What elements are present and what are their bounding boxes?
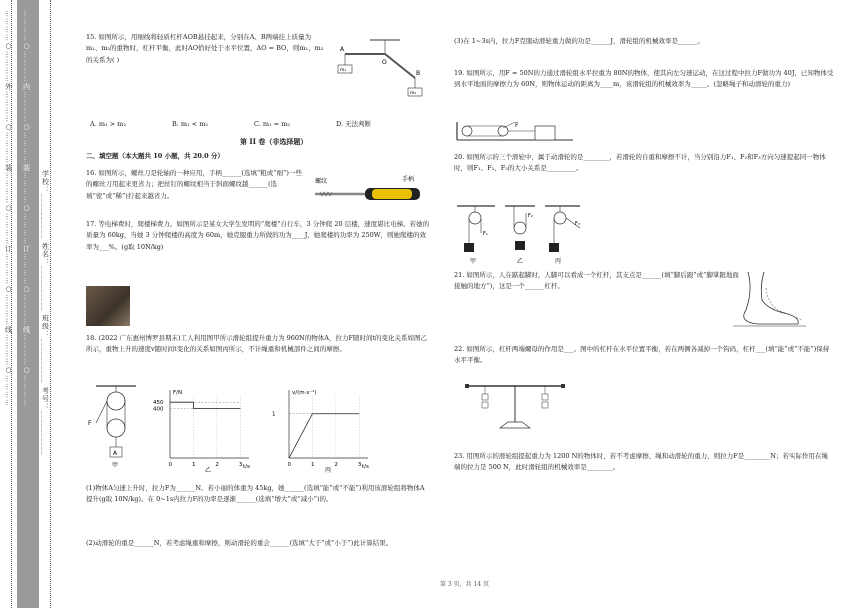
pulley-jia-label-a: A bbox=[113, 450, 118, 457]
force-chart-x-tick-0: 0 bbox=[168, 462, 172, 468]
question-23-text: 23. 用图所示的滑轮组提起重力为 1200 N的物体时，若不考虑摩擦、绳和动滑轮的重力，则拉力F是________N；若实际作用在绳端的拉力是 500 N，此时滑轮组的机械效率是________。 bbox=[454, 452, 828, 472]
binding-student-fields: 学校：__________ 姓名：__________ 班级：__________ 考号：__________ bbox=[41, 170, 50, 456]
label-thread: 螺纹 bbox=[315, 178, 328, 185]
lever-label-b: B bbox=[416, 70, 421, 77]
figure-label-yi: 乙 bbox=[205, 467, 212, 474]
force-chart-series-line bbox=[170, 402, 240, 408]
velocity-chart-x-tick-1: 1 bbox=[310, 462, 315, 468]
q15-option-d: D. 无法判断 bbox=[336, 120, 372, 128]
force-chart-y-tick-0: 400 bbox=[153, 406, 164, 413]
exam-page bbox=[60, 0, 860, 608]
velocity-chart-y-tick-0: 1 bbox=[272, 411, 276, 418]
velocity-chart-x-tick-3: 3 bbox=[357, 462, 362, 468]
question-18-text: 18. (2022 广东惠州博罗县期末)工人利用图甲所示滑轮组提升重力为 960N的物体A，拉力F随时间t的变化关系如图乙所示，重物上升的速度v随时间t变化的关系如图丙所示，不计绳重和机械部件之间的摩擦。 bbox=[86, 334, 428, 354]
balanced-lever-figure bbox=[460, 378, 570, 438]
force-chart-x-label: t/s bbox=[243, 464, 250, 470]
force-time-chart bbox=[150, 380, 255, 475]
q15-option-a: A. m₁ > m₂ bbox=[90, 120, 126, 128]
lever-label-m2: m₂ bbox=[410, 91, 417, 96]
pulley-label-bing: 丙 bbox=[555, 258, 562, 265]
velocity-chart-y-label: v/(m·s⁻¹) bbox=[292, 390, 317, 396]
figure-label-bing: 丙 bbox=[325, 467, 332, 474]
page-footer: 第 3 页，共 14 页 bbox=[440, 581, 490, 588]
question-18-sub1: (1)物体A匀速上升时，拉力F为______N。若小丽的体重为 45kg，她______(选填“能”或“不能”)利用该滑轮组将物体A提升(g取 10N/kg)。在 0~1s内拉力F的功率是逐渐______(选填“增大”或“减小”)的。 bbox=[86, 484, 425, 504]
section-2-title: 第 II 卷（非选择题） bbox=[240, 137, 308, 146]
question-18-sub2: (2)动滑轮的重是______N，若考虑绳重和摩擦，则动滑轮的重会______(选填“大于”或“小于”)此计算结果。 bbox=[86, 539, 393, 547]
velocity-chart-series-line bbox=[289, 414, 359, 458]
question-20-text: 20. 如图所示的三个滑轮中，属于动滑轮的是________，若滑轮的自重和摩擦不计，当分别沿力F₁、F₂和F₃方向匀速提起同一物体时，则F₁、F₂、F₃的大小关系是_________。 bbox=[454, 153, 826, 173]
lever-aob-figure bbox=[330, 38, 450, 108]
question-16-text: 16. 如图所示，螺丝刀是轮轴的一种应用，手柄______(选填“粗或“细”)一些的螺丝刀用起来更省力；把丝钉的螺纹相当于斜面螺纹越______(选填“密”或“稀”)拧起来越省力。 bbox=[86, 169, 302, 200]
pulley19-label-f: F bbox=[515, 122, 519, 129]
velocity-chart-x-tick-0: 0 bbox=[287, 462, 291, 468]
screwdriver-figure bbox=[310, 170, 430, 210]
foot-lever-figure bbox=[728, 270, 808, 330]
force-chart-x-tick-1: 1 bbox=[191, 462, 196, 468]
lever-label-o: O bbox=[382, 59, 387, 66]
figure-label-jia: 甲 bbox=[112, 462, 119, 469]
binding-inner-text: …………○…………内…………○…………装…………○…………订…………○…………线…………○………… bbox=[22, 10, 31, 407]
question-21-text: 21. 如图所示，人在踮起脚时，人脚可以看成一个杠杆，其支点是______(填“脚后跟”或“脚掌跟地面接触的地方”)，这是一个______杠杆。 bbox=[454, 271, 739, 291]
force-chart-y-label: F/N bbox=[173, 390, 183, 396]
pulley-label-yi: 乙 bbox=[517, 258, 524, 265]
question-19-text: 19. 如图所示，用F = 50N的力通过滑轮组水平拉重为 80N的物体，使其向左匀速运动，在这过程中拉力F做功为 40J，已知物体受到水平地面的摩擦力为 60N，则物体运动的距离为____m，该滑轮组的机械效率为_____。(忽略绳子和动滑轮的重力) bbox=[454, 69, 834, 89]
q15-option-c: C. m₁ = m₂ bbox=[254, 120, 290, 128]
question-15-text: 15. 如图所示，用细线将轻质杠杆AOB悬挂起来，分别在A、B两端挂上质量为m₁、m₂的重物时，杠杆平衡，此时AO恰好处于水平位置，AO = BO，则m₁、m₂的关系为( ) bbox=[86, 33, 324, 64]
lever-label-a: A bbox=[340, 46, 345, 53]
question-22-text: 22. 如图所示，杠杆两端螺母的作用是___。图中的杠杆在水平位置平衡，若在两侧各减掉一个钩码，杠杆___(填“能”或“不能”)保持水平平衡。 bbox=[454, 345, 830, 365]
label-handle: 手柄 bbox=[402, 176, 415, 183]
lever-label-m1: m₁ bbox=[340, 68, 347, 73]
section-2-subtitle: 二、填空题（本大题共 10 小题，共 20.0 分） bbox=[86, 152, 224, 160]
question-17-text: 17. 等电梯费时，爬楼梯费力。如图所示是某女大学生发明的“爬楼”自行车，3 分钟爬 20 层楼，速度堪比电梯。若她的质量为 60kg，当她 3 分钟爬楼的高度为 60m，她克服重力所做的功为____J，她爬楼的功率为 250W，则她爬楼的效率为___%。(g取 10N/kg) bbox=[86, 220, 430, 251]
pulley-jia-label-f: F bbox=[88, 420, 92, 427]
horizontal-pulley-figure bbox=[455, 120, 575, 142]
pulley-label-jia: 甲 bbox=[470, 258, 477, 265]
force-chart-x-tick-3: 3 bbox=[238, 462, 243, 468]
three-pulleys-figure bbox=[455, 203, 595, 268]
pulley-system-jia bbox=[86, 383, 146, 473]
velocity-chart-x-tick-2: 2 bbox=[334, 462, 338, 468]
force-chart-y-tick-1: 450 bbox=[153, 400, 164, 407]
force-chart-x-tick-2: 2 bbox=[215, 462, 219, 468]
question-18-sub3: (3)在 1~3s内，拉力F克服动滑轮重力做的功是______J，滑轮组的机械效率是______。 bbox=[454, 37, 704, 45]
binding-margin bbox=[0, 0, 60, 608]
velocity-chart-x-label: t/s bbox=[362, 464, 369, 470]
q15-option-b: B. m₁ < m₂ bbox=[172, 120, 209, 128]
binding-outer-text: …………○…………外…………○…………装…………○…………订…………○…………线…………○………… bbox=[4, 10, 13, 407]
velocity-time-chart bbox=[265, 380, 375, 475]
stair-bike-photo bbox=[86, 286, 130, 326]
force-label-f2: F₂ bbox=[528, 213, 533, 219]
force-label-f3: F₃ bbox=[575, 221, 580, 227]
force-label-f1: F₁ bbox=[483, 231, 488, 237]
